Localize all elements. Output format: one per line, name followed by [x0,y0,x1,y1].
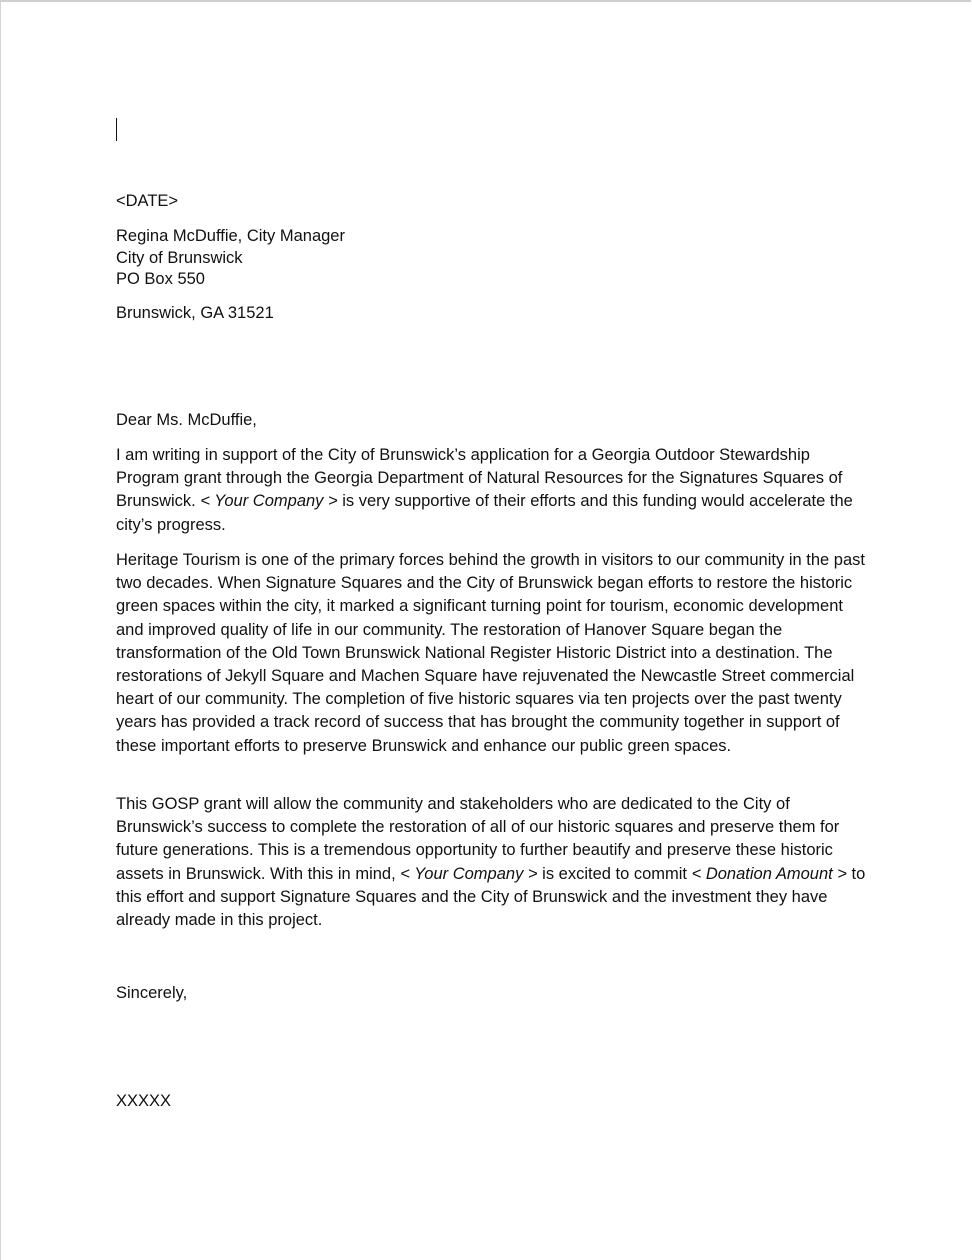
recipient-po-box: PO Box 550 [116,270,205,288]
paragraph-3-text-b: is excited to commit [537,864,692,883]
salutation: Dear Ms. McDuffie, [116,411,257,429]
paragraph-3 [116,793,866,932]
company-placeholder: < Your Company > [200,492,338,511]
recipient-organization: City of Brunswick [116,249,243,267]
text-cursor [116,118,117,141]
donation-amount-placeholder: < Donation Amount > [691,864,847,883]
paragraph-3-text-c: to this effort and support Signature Squares and the City of Brunswick and the investment they have already made in this project. [116,864,866,930]
paragraph-1-text-b: is very supportive of their efforts and this funding would accelerate the city’s progress. [116,492,853,534]
paragraph-2: Heritage Tourism is one of the primary forces behind the growth in visitors to our community in the past two decades. When Signature Squares and the City of Brunswick began efforts to restore the historic green spaces within the city, it marked a significant turning point for tourism, economic development and improved quality of life in our community. The restoration of Hanover Square began the transformation of the Old Town Brunswick National Register Historic District into a destination. The restorations of Jekyll Square and Machen Square have rejuvenated the Newcastle Street commercial heart of our community. The completion of five historic squares via ten projects over the past twenty years has provided a track record of success that has brought the community together in support of these important efforts to preserve Brunswick and enhance our public green spaces. [116,551,865,755]
paragraph-1 [116,444,866,537]
date-line: <DATE> [116,192,179,210]
recipient-name-line: Regina McDuffie, City Manager [116,227,345,245]
paragraph-1-text-a: I am writing in support of the City of Brunswick’s application for a Georgia Outdoor Stewardship Program grant through the Georgia Department of Natural Resources for the Signatures Squares of Brunswick. [116,446,843,511]
recipient-city-state-zip: Brunswick, GA 31521 [116,304,274,322]
closing: Sincerely, [116,984,188,1002]
company-placeholder: < Your Company > [400,864,538,883]
paragraph-3-text-a: This GOSP grant will allow the community and stakeholders who are dedicated to the City of Brunswick’s success to complete the restoration of all of our historic squares and preserve them for future generations. This is a tremendous opportunity to further beautify and preserve these historic assets in Brunswick. With this in mind, [116,795,840,883]
signature: XXXXX [116,1092,172,1110]
